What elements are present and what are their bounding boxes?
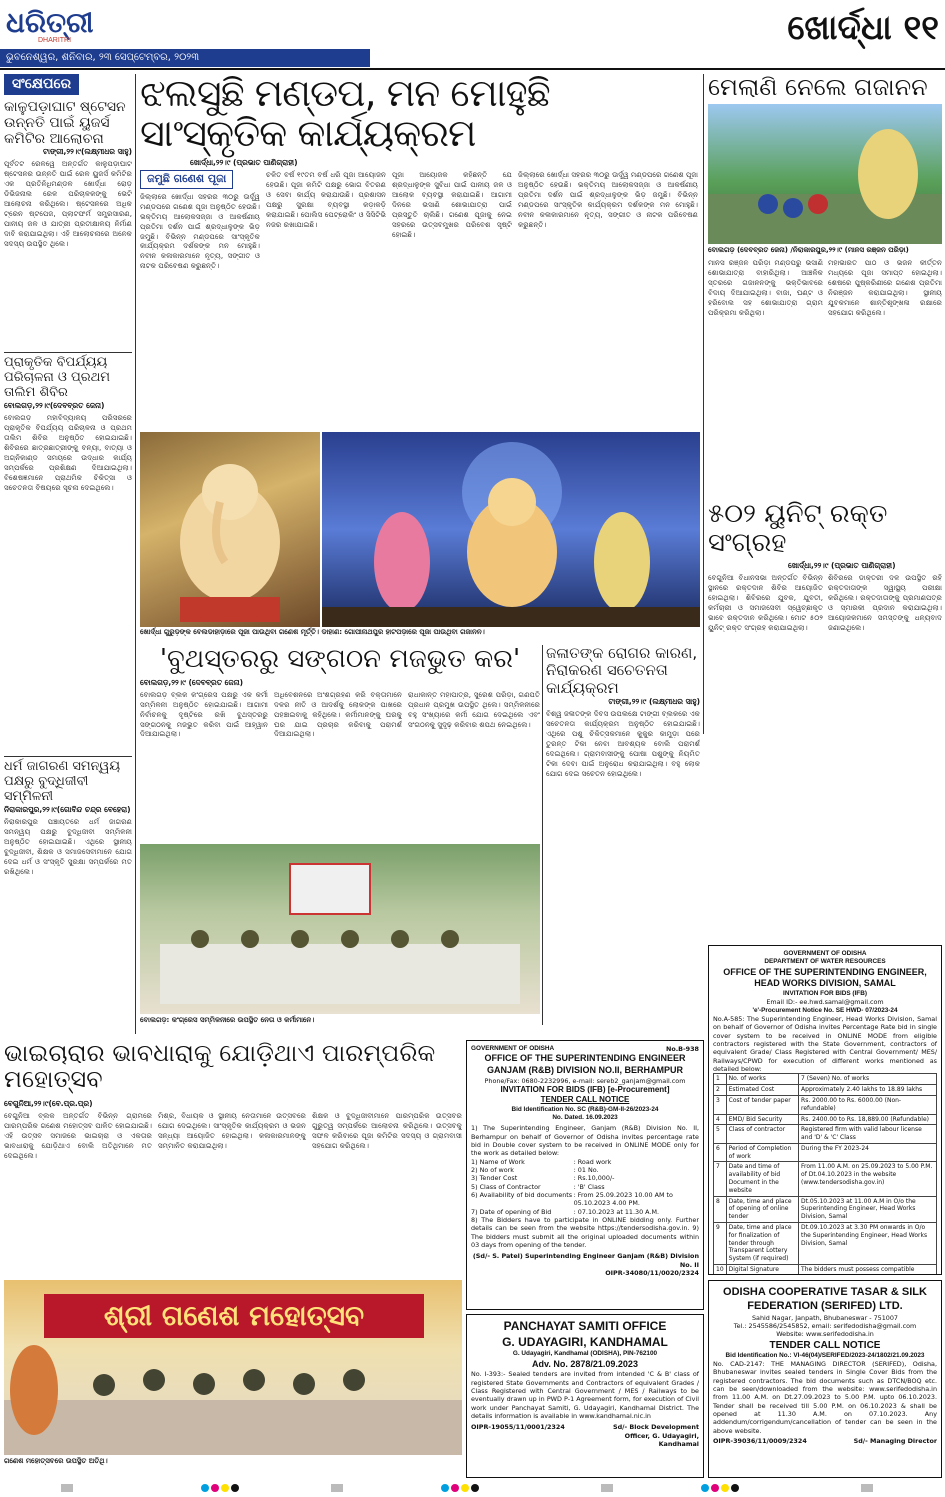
ganjam-tender: TENDER CALL NOTICE (540, 1095, 630, 1105)
blood-dateline: ଖୋର୍ଦ୍ଧା,୨୨।୯ (ପ୍ରଭାତ ପାଣିଗ୍ରାହୀ) (788, 561, 896, 571)
samal-table-cell: Approximately 2.40 lakhs to 18.89 lakhs (799, 1085, 937, 1096)
divider (4, 352, 132, 353)
samal-table-cell: 3 (714, 1095, 727, 1114)
rabies-headline: ଜଳାତଙ୍କ ରୋଗର କାରଣ, ନିରାକରଣ ସଚେତନତା କାର୍ଯ୍ୟକ୍ରମ (546, 644, 698, 697)
festival-body-3: ଶିକ୍ଷକ ଓ ବୁଦ୍ଧିଜୀବୀମାନେ ପାରମ୍ପରିକ ଉତ୍ସବର ଗୁରୁତ୍ୱ ସମ୍ପର୍କରେ ଆଲୋଚନା କରିଥିଲେ। ଉତ୍ସବକୁ ସଫଳ କରିବାରେ ପୂଜା କମିଟିର ସଦସ୍ୟ ଓ ଗ୍ରାମବାସୀ ସହଯୋଗ କରିଥିଲେ। (312, 1110, 462, 1150)
panchayat-address: G. Udayagiri, Kandhamal (ODISHA), PIN-762100 (512, 1350, 658, 1358)
divider (4, 756, 132, 757)
samal-table-row (714, 1162, 937, 1196)
samal-invite: INVITATION FOR BIDS (IFB) (783, 990, 867, 998)
samal-table-cell: 5 (714, 1125, 727, 1144)
samal-intro: No.A-585: The Superintending Engineer, Head Works Division, Samal on behalf of Governor of Odisha invites Percentage Rate bid in single cover system to be received in ONLINE MODE from eligible contractors registered with the State Government, contractors of equivalent Grade/ Class Registered with Central Government/ MES/ Railways/CPWD for execution of different works mentioned as detailed below: (713, 1015, 937, 1073)
ganjam-detail-row (471, 1183, 699, 1191)
melani-story (708, 74, 942, 434)
melani-photo (708, 104, 942, 244)
print-registration-marks (0, 1480, 945, 1497)
festival-dateline: ବେଗୁନିଆ,୨୨।୯(ବେ.ପ୍ର.ପ୍ର) (4, 1098, 93, 1108)
blood-story (708, 500, 942, 940)
ganjam-detail-label: 1) Name of Work (471, 1157, 525, 1166)
ganjam-invite: INVITATION FOR BIDS (IFB) [e-Procurement] (500, 1085, 670, 1095)
ganjam-detail-label: 7) Date of opening of Bid (471, 1207, 552, 1216)
samal-table-row (714, 1196, 937, 1222)
melani-caption: ବୋଲଗଡ଼ (ଦେବବ୍ରତ ଜେନା) /ନିରାକାରପୁର,୨୨।୯ (ମାନସ ରଞ୍ଜନ ପରିଡ଼ା) (708, 246, 909, 255)
serifed-tender-ad (708, 1280, 942, 1478)
black-dot (731, 1484, 739, 1492)
panchayat-oipr: OIPR-19055/11/0001/2324 (471, 1423, 565, 1432)
lead-photo-caption: ଖୋର୍ଦ୍ଧା ଗୁରୁଡ଼ଙ୍କ ବେଲଡାହାଡ଼ାରେ ପୂଜା ପାଉଥିବା ଗଣେଶ ମୂର୍ତ୍ତି। ଡାହାଣ: ଗୋପୀନାଥପୁର ହାଟପଡ଼ାରେ ପୂଜା ପାଉଥିବା ଗଜାନନ। (140, 628, 700, 640)
ganjam-dated: No. Dated. 16.09.2023 (552, 1114, 618, 1122)
samal-table-cell: 10 (714, 1265, 727, 1275)
samal-email: Email ID:- ee.hwd.samal@gmail.com (766, 998, 884, 1007)
ganjam-details (471, 1158, 699, 1216)
black-dot (471, 1484, 479, 1492)
samal-table-cell: 8 (714, 1196, 727, 1222)
samal-table-row (714, 1085, 937, 1096)
panchayat-signature: Sd/- Block Development Officer, G. Udayagiri, Kandhamal (613, 1423, 699, 1448)
column-rule (703, 74, 704, 734)
black-dot (231, 1484, 239, 1492)
column-rule (135, 74, 136, 1034)
brief3-body: ନିରାକାରପୁର ପଞ୍ଚାୟତରେ ଧର୍ମ ଜାଗରଣ ସମନ୍ୱୟ ପକ୍ଷରୁ ବୁଦ୍ଧିଜୀବୀ ସମ୍ମିଳନୀ ଅନୁଷ୍ଠିତ ହୋଇଯାଇଛି। ଏଥିରେ ସ୍ଥାନୀୟ ବୁଦ୍ଧିଜୀବୀ, ଶିକ୍ଷକ ଓ ସମାଜସେବୀମାନେ ଯୋଗ ଦେଇ ଧର୍ମ ଓ ସଂସ୍କୃତି ସୁରକ୍ଷା ସମ୍ପର୍କରେ ମତ ରଖିଥିଲେ। (4, 817, 132, 876)
samal-table-cell: Registered firm with valid labour license and 'D' & 'C' Class (799, 1125, 937, 1144)
lead-headline: ଝଲସୁଛି ମଣ୍ଡପ, ମନ ମୋହୁଛି ସାଂସ୍କୃତିକ କାର୍ଯ୍ୟକ୍ରମ (140, 71, 550, 155)
samal-table-cell: No. of works (726, 1074, 798, 1085)
lead-subhead: ଜମୁଛି ଗଣେଶ ପୂଜା (140, 170, 233, 189)
samal-table-row (714, 1095, 937, 1114)
panchayat-body: No. I-393:- Sealed tenders are invited from intended 'C & B' class of registered State Governments and Contractors of equivalent Grades / Class Registered with Central Government / MES / Railways to be eventually drawn up in PWD P-1 Agreement form, for execution of Civil work under Panchayat Samiti, G. Udayagiri, Kandhamal District. The details information is available in www.kandhamal.nic.in (471, 1370, 699, 1420)
samal-notice: 'e'-Procurement Notice No. SE HWD- 07/2023-24 (752, 1006, 898, 1014)
page-label: ଖୋର୍ଦ୍ଧା ୧୧ (787, 8, 939, 48)
brief2-body: ବୋଲଗଡ଼ ମହାବିଦ୍ୟାଳୟ ପରିସରରେ ପ୍ରାକୃତିକ ବିପର୍ଯ୍ୟୟ ପରିଚାଳନା ଓ ପ୍ରଥମ ତାଲିମ ଶିବିର ଅନୁଷ୍ଠିତ ହୋଇଯାଇଛି। ଶିବିରରେ ଛାତ୍ରଛାତ୍ରୀଙ୍କୁ ବନ୍ୟା, ବାତ୍ୟା ଓ ଅଗ୍ନିକାଣ୍ଡ ସମୟରେ ଉଦ୍ଧାର କାର୍ଯ୍ୟ ସମ୍ପର୍କରେ ପ୍ରଶିକ୍ଷଣ ଦିଆଯାଇଥିଲା। ବିଶେଷଜ୍ଞମାନେ ପ୍ରାଥମିକ ଚିକିତ୍ସା ଓ ସଚେତନତା ବିଷୟରେ ସୂଚନା ଦେଇଥିଲେ। (4, 413, 132, 492)
samal-table-cell: Period of Completion of work (726, 1143, 798, 1162)
ganjam-detail-row (471, 1158, 699, 1166)
congress-dateline: ବୋଲଗଡ଼,୨୨।୯ (ଦେବବ୍ରତ ଜେନା) (140, 677, 244, 687)
congress-caption: ବୋଲଗଡ଼: କଂଗ୍ରେସ ସମ୍ମିଳନୀରେ ଉପସ୍ଥିତ ନେତା ଓ କର୍ମୀମାନେ। (140, 1016, 540, 1025)
yellow-dot (221, 1484, 229, 1492)
samal-table-cell: The bidders must possess compatible (799, 1265, 937, 1275)
ganjam-phone: Phone/Fax: 0680-2232996, e-mail: sereb2_ganjam@gmail.com (484, 1076, 686, 1085)
cyan-dot (201, 1484, 209, 1492)
ganjam-detail-label: 5) Class of Contractor (471, 1182, 541, 1191)
congress-body-3: ରାଧାକାନ୍ତ ମହାପାତ୍ର, ସୁରେଶ ପରିଡ଼ା, ଗଣପତି ପ୍ରଧାନ ପ୍ରମୁଖ ଉପସ୍ଥିତ ଥିଲେ। ସମ୍ମିଳନୀରେ ବହୁ ସଂଖ୍ୟାରେ କର୍ମୀ ଯୋଗ ଦେଇଥିଲେ ଏବଂ ସଂଗଠନକୁ ସୁଦୃଢ଼ କରିବାର ଶପଥ ନେଇଥିଲେ। (408, 689, 540, 729)
serifed-bid: Bid Identification No.: VI-46(04)/SERIFED/2023-24/1802/21.09.2023 (725, 1351, 925, 1359)
samal-table-cell: 7 (Seven) No. of works (799, 1074, 937, 1085)
ganesha-photo-left (140, 432, 320, 627)
samal-table-cell: 1 (714, 1074, 727, 1085)
samal-table-cell: 4 (714, 1114, 727, 1125)
serifed-tender: TENDER CALL NOTICE (769, 1339, 881, 1351)
ganjam-bid-id: Bid Identification No. SC (R&B)-GM-II-26/2023-24 (511, 1105, 659, 1113)
ganjam-tender-ad (466, 1040, 704, 1310)
festival-body-2: ମିଶ୍ର, ବିଧାୟକ ଓ ସ୍ଥାନୀୟ ନେତାମାନେ ଉତ୍ସବରେ ଯୋଗ ଦେଇଥିଲେ। ସାଂସ୍କୃତିକ କାର୍ଯ୍ୟକ୍ରମ ଓ ଭଜନ ସନ୍ଧ୍ୟା ଆୟୋଜିତ ହୋଇଥିଲା। କଳାକାରମାନଙ୍କୁ ସମ୍ମାନିତ କରାଯାଇଥିଲା। (158, 1110, 306, 1150)
samal-table-cell: Rs. 2400.00 to Rs. 18,889.00 (Refundable) (799, 1114, 937, 1125)
brief3-headline: ଧର୍ମ ଜାଗରଣ ସମନ୍ୱୟ ପକ୍ଷରୁ ବୁଦ୍ଧିଜୀବୀ ସମ୍ମିଳନୀ (4, 759, 121, 805)
panchayat-adv: Adv. No. 2878/21.09.2023 (532, 1358, 638, 1369)
samal-table-row (714, 1265, 937, 1275)
blood-headline: ୫୦୨ ୟୁନିଟ୍ ରକ୍ତ ସଂଗ୍ରହ (708, 499, 888, 558)
congress-body-2: ଅଧିବେଶନରେ ଅଂଶଗ୍ରହଣ କରି ବକ୍ତାମାନେ ଦଳର ନୀତି ଓ ଆଦର୍ଶକୁ ଲୋକଙ୍କ ପାଖରେ ପହଞ୍ଚାଇବାକୁ କହିଥିଲେ। କର୍ମୀମାନଙ୍କୁ ଘରକୁ ଘର ଯାଇ ପ୍ରଚାର କରିବାକୁ ପରାମର୍ଶ ଦିଆଯାଇଥିଲା। (274, 689, 402, 739)
ganjam-detail-row (471, 1174, 699, 1182)
samal-table-cell: Rs. 2000.00 to Rs. 6000.00 (Non-refundable) (799, 1095, 937, 1114)
samal-table-cell: Class of contractor (726, 1125, 798, 1144)
festival-photo (4, 1280, 462, 1455)
congress-headline: 'ବୁଥସ୍ତରରୁ ସଙ୍ଗଠନ ମଜଭୁତ କର' (159, 644, 521, 674)
ganjam-detail-label: 6) Availability of bid documents (471, 1191, 573, 1200)
samal-table-cell: Cost of tender paper (726, 1095, 798, 1114)
ganjam-gov: GOVERNMENT OF ODISHA (471, 1045, 555, 1052)
serifed-web: Website: www.serifedodisha.in (776, 1330, 874, 1339)
samal-table-cell: Digital Signature (726, 1265, 798, 1275)
gray-bar (61, 1484, 73, 1492)
serifed-office: ODISHA COOPERATIVE TASAR & SILK FEDERATION (SERIFED) LTD. (723, 1286, 927, 1313)
lead-body-3: ପୂଜା ଆୟୋଜକ କହିଛନ୍ତି ଯେ ଶ୍ରଦ୍ଧାଳୁଙ୍କ ସୁବିଧା ପାଇଁ ପାନୀୟ ଜଳ ଓ ଆଲୋକ ବ୍ୟବସ୍ଥା କରାଯାଇଛି। ଆଗାମୀ ଦିନରେ ଭସାଣି ଶୋଭାଯାତ୍ରା ପାଇଁ ପ୍ରସ୍ତୁତି ଚାଲିଛି। ଗଣେଶ ପୂଜାକୁ ନେଇ ସହରରେ ଉତ୍ସବମୁଖର ପରିବେଶ ସୃଷ୍ଟି ହୋଇଛି। (392, 169, 512, 239)
samal-table (713, 1073, 937, 1275)
blood-body-1: ବେଗୁନିଆ ବିଧାନସଭା ଅନ୍ତର୍ଗତ ବିଭିନ୍ନ ସ୍ଥାନରେ ରକ୍ତଦାନ ଶିବିର ଆୟୋଜିତ ହୋଇଥିଲା। ଶିବିରରେ ଯୁବକ, ଯୁବତୀ, କର୍ମଚାରୀ ଓ ସମାଜସେବୀ ସ୍ୱେଚ୍ଛାକୃତ ଭାବେ ରକ୍ତଦାନ କରିଥିଲେ। ମୋଟ ୫୦୨ ୟୁନିଟ୍ ରକ୍ତ ସଂଗ୍ରହ କରାଯାଇଥିଲା। (708, 573, 823, 632)
cyan-dot (701, 1484, 709, 1492)
lead-dateline: ଖୋର୍ଦ୍ଧା,୨୨।୯ (ପ୍ରଭାତ ପାଣିଗ୍ରାହୀ) (190, 157, 298, 167)
rabies-body: ବିଶ୍ୱ ଜଳାତଙ୍କ ଦିବସ ଉପଲକ୍ଷେ ଟାଙ୍ଗୀ ବ୍ଲକରେ ଏକ ସଚେତନତା କାର୍ଯ୍ୟକ୍ରମ ଅନୁଷ୍ଠିତ ହୋଇଯାଇଛି। ଏଥିରେ ପଶୁ ଚିକିତ୍ସକମାନେ କୁକୁର କାମୁଡ଼ା ପରେ ତୁରନ୍ତ ଟିକା ନେବା ଆବଶ୍ୟକ ବୋଲି ପରାମର୍ଶ ଦେଇଥିଲେ। ଗ୍ରାମବାସୀଙ୍କୁ ପୋଷା ପଶୁଙ୍କୁ ନିୟମିତ ଟିକା ଦେବା ପାଇଁ ଅନୁରୋଧ କରାଯାଇଥିଲା। ବହୁ ଲୋକ ଯୋଗ ଦେଇ ସଚେତନ ହୋଇଥିଲେ। (546, 708, 700, 778)
congress-story (140, 645, 540, 1025)
dateline: ଭୁବନେଶ୍ୱର, ଶନିବାର, ୨୩ ସେପ୍ଟେମ୍ବର, ୨୦୨୩ (0, 49, 370, 67)
logo-sub: DHARITRI (38, 37, 72, 44)
ganesha-photo-right (322, 432, 700, 627)
serifed-address: Sahid Nagar, Janpath, Bhubaneswar - 751007 (752, 1313, 898, 1322)
ganjam-detail-value: : Rs.10,000/- (573, 1174, 615, 1183)
serifed-oipr: OIPR-39036/11/0009/2324 (713, 1436, 807, 1445)
panchayat-tender-ad (466, 1314, 704, 1478)
lead-body-2: ଚଳିତ ବର୍ଷ ୧୯ତମ ବର୍ଷ ଧରି ପୂଜା ଆୟୋଜନ ହେଉଛି। ପୂଜା କମିଟି ପକ୍ଷରୁ ଭୋଗ ବିତରଣ ଓ ସେବା କାର୍ଯ୍ୟ କରାଯାଉଛି। ପ୍ରଶାସନ ପକ୍ଷରୁ ସୁରକ୍ଷା ବ୍ୟବସ୍ଥା କଡ଼ାକଡ଼ି କରାଯାଇଛି। ପୋଲିସ ପେଟ୍ରୋଲିଂ ଓ ସିସିଟିଭି ନଜର ରଖାଯାଇଛି। (266, 169, 386, 229)
festival-caption: ଗଣେଶ ମହୋତ୍ସବରେ ଉପସ୍ଥିତ ଅତିଥି। (4, 1457, 462, 1466)
serifed-tel: Tel.: 2545586/2545852, email: serifedodisha@gmail.com (733, 1321, 917, 1330)
panchayat-place: G. UDAYAGIRI, KANDHAMAL (502, 1334, 668, 1349)
ganjam-signature: (Sd/- S. Patel) Superintending Engineer Ganjam (R&B) Division No. II (472, 1252, 699, 1269)
brief1-headline: କାଳୁପଡ଼ାଘାଟ ଷ୍ଟେସନ ଉନ୍ନତି ପାଇଁ ୟୁଜର୍ସ କମିଟିର ଆଲୋଚନା (4, 98, 126, 148)
serifed-body: No. CAD-2147: THE MANAGING DIRECTOR (SERIFED), Odisha, Bhubaneswar invites sealed tenders in Single Cover Bids from the registered contractors. The bid documents such as DTCN/BOQ etc. can be seen/downloaded from the website: www.serifedodisha.in from 11.00 A.M. on Dt.27.09.2023 to 5.00 P.M. upto 06.10.2023. Tender shall be received till 5.00 P.M. on 06.10.2023 & shall be opened at 11.30 A.M. on 07.10.2023. Any addendum/corrigendum/cancellation of tender can be seen in the above website. (713, 1359, 937, 1435)
serifed-signature: Sd/- Managing Director (853, 1436, 937, 1445)
ganjam-detail-value: : Road work (573, 1157, 612, 1166)
ganjam-no: No.B-938 (665, 1045, 699, 1053)
panchayat-office: PANCHAYAT SAMITI OFFICE (503, 1319, 667, 1333)
samal-gov: GOVERNMENT OF ODISHA (783, 950, 867, 957)
ganjam-office: OFFICE OF THE SUPERINTENDING ENGINEER GANJAM (R&B) DIVISION NO.II, BERHAMPUR (484, 1053, 686, 1076)
festival-headline: ଭାଇଚାରାର ଭାବଧାରାକୁ ଯୋଡ଼ିଥାଏ ପାରମ୍ପରିକ ମହୋତ୍ସବ (4, 1039, 436, 1094)
magenta-dot (451, 1484, 459, 1492)
ganjam-note: 8) The Bidders have to participate in ONLINE bidding only. Further details can be seen from the website https://tendersodisha.gov.in. 9) The bidders must submit all the original uploaded documents within 03 days from opening of the tender. (471, 1216, 699, 1250)
column-rule (542, 645, 543, 1025)
logo-text: ଧରିତ୍ରୀ (6, 6, 94, 39)
melani-body-2: ମହାଭାରତ ପାଠ ଓ ଭଜନ କୀର୍ତ୍ତନ ମଧ୍ୟରେ ପୂଜା ସମାପ୍ତ ହୋଇଥିଲା। ଶେଷରେ ପୁଷ୍କରିଣୀରେ ଗଣେଶ ପ୍ରତିମା ନିରଞ୍ଜନ କରାଯାଇଥିଲା। ସ୍ଥାନୀୟ ଯୁବକମାନେ ଶାନ୍ତିଶୃଙ୍ଖଳା ରକ୍ଷାରେ ସହଯୋଗ କରିଥିଲେ। (828, 257, 942, 317)
ganjam-oipr: OIPR-34080/11/0020/2324 (605, 1269, 699, 1278)
briefs-tag: ସଂକ୍ଷେପରେ (4, 74, 79, 95)
lead-body-4: ଜିଲ୍ଲାରେ ଖୋର୍ଦ୍ଧା ସହରର ୩୦ରୁ ଊର୍ଦ୍ଧ୍ୱ ମଣ୍ଡପରେ ଗଣେଶ ପୂଜା ଅନୁଷ୍ଠିତ ହେଉଛି। ଭକ୍ତିମୟ ଆଲୋକସଜ୍ଜା ଓ ଆକର୍ଷଣୀୟ ପ୍ରତିମା ଦର୍ଶନ ପାଇଁ ଶ୍ରଦ୍ଧାଳୁଙ୍କ ଭିଡ଼ ଜମୁଛି। ବିଭିନ୍ନ ମଣ୍ଡପରେ ସାଂସ୍କୃତିକ କାର୍ଯ୍ୟକ୍ରମ ଦର୍ଶକଙ୍କ ମନ ମୋହୁଛି। ନବୀନ କଳାକାରମାନେ ନୃତ୍ୟ, ସଙ୍ଗୀତ ଓ ନାଟକ ପରିବେଷଣ କରୁଛନ୍ତି। (518, 169, 698, 229)
samal-table-cell: 7 (714, 1162, 727, 1196)
congress-photo (140, 844, 540, 1014)
briefs-column (4, 74, 132, 1034)
ganjam-detail-value: : 'B' Class (573, 1182, 605, 1191)
congress-body-1: ବୋଲଗଡ଼ ବ୍ଲକ କଂଗ୍ରେସ ପକ୍ଷରୁ ଏକ କର୍ମୀ ସମ୍ମିଳନୀ ଅନୁଷ୍ଠିତ ହୋଇଯାଇଛି। ଆଗାମୀ ନିର୍ବାଚନକୁ ଦୃଷ୍ଟିରେ ରଖି ବୁଥସ୍ତରରୁ ସଙ୍ଗଠନକୁ ମଜଭୁତ କରିବା ପାଇଁ ଆହ୍ୱାନ ଦିଆଯାଇଥିଲା। (140, 689, 268, 739)
brief2-headline: ପ୍ରାକୃତିକ ବିପର୍ଯ୍ୟୟ ପରିଚାଳନା ଓ ପ୍ରଥମ ତାଲିମ ଶିବିର (4, 355, 111, 401)
samal-table-cell: 6 (714, 1143, 727, 1162)
samal-table-row (714, 1143, 937, 1162)
melani-body-1: ମାନସ ରଞ୍ଜନ ପରିଡ଼ା ମଣ୍ଡପରୁ ଭସାଣି ଶୋଭାଯାତ୍ରା ବାହାରିଥିଲା। ଆଞ୍ଚଳିକ ସ୍ତରରେ ଗଜାନନଙ୍କୁ ଭକ୍ତିଭାବରେ ବିଦାୟ ଦିଆଯାଇଥିଲା। ବାଜା, ଘଣ୍ଟ ଓ ହରିବୋଲ ସହ ଶୋଭାଯାତ୍ରା ଗ୍ରାମ ପରିକ୍ରମା କରିଥିଲା। (708, 257, 823, 317)
yellow-dot (721, 1484, 729, 1492)
samal-table-row (714, 1114, 937, 1125)
samal-table-row (714, 1074, 937, 1085)
festival-body-1: ବେଗୁନିଆ ବ୍ଲକ ଅନ୍ତର୍ଗତ ବିଭିନ୍ନ ଗ୍ରାମରେ ପାରମ୍ପରିକ ଗଣେଶ ମହୋତ୍ସବ ପାଳିତ ହୋଇଯାଇଛି। ଏହି ଉତ୍ସବ ସମାଜରେ ଭାଇଚାରା ଓ ଏକତାର ଭାବଧାରାକୁ ଯୋଡ଼ିଥାଏ ବୋଲି ଅତିଥିମାନେ ମତ ଦେଇଥିଲେ। (4, 1110, 152, 1160)
yellow-dot (461, 1484, 469, 1492)
lead-body-1: ଜିଲ୍ଲାରେ ଖୋର୍ଦ୍ଧା ସହରର ୩୦ରୁ ଊର୍ଦ୍ଧ୍ୱ ମଣ୍ଡପରେ ଗଣେଶ ପୂଜା ଅନୁଷ୍ଠିତ ହେଉଛି। ଭକ୍ତିମୟ ଆଲୋକସଜ୍ଜା ଓ ଆକର୍ଷଣୀୟ ପ୍ରତିମା ଦର୍ଶନ ପାଇଁ ଶ୍ରଦ୍ଧାଳୁଙ୍କ ଭିଡ଼ ଜମୁଛି। ବିଭିନ୍ନ ମଣ୍ଡପରେ ସାଂସ୍କୃତିକ କାର୍ଯ୍ୟକ୍ରମ ଦର୍ଶକଙ୍କ ମନ ମୋହୁଛି। ନବୀନ କଳାକାରମାନେ ନୃତ୍ୟ, ସଙ୍ଗୀତ ଓ ନାଟକ ପରିବେଷଣ କରୁଛନ୍ତି। (140, 191, 260, 271)
rabies-dateline: ଟାଙ୍ଗୀ,୨୨।୯ (ଲକ୍ଷ୍ମୀଧର ସାହୁ) (608, 696, 700, 706)
magenta-dot (211, 1484, 219, 1492)
samal-table-cell: Date, time and place of opening of online tender (726, 1196, 798, 1222)
rabies-story (546, 645, 700, 1025)
gray-bar (331, 1484, 343, 1492)
ganjam-detail-row (471, 1191, 699, 1208)
samal-tender-ad (708, 945, 942, 1275)
samal-dept: DEPARTMENT OF WATER RESOURCES (764, 958, 886, 966)
gray-bar (861, 1484, 873, 1492)
blood-body-2: ଶିବିରରେ ଡାକ୍ତରୀ ଦଳ ଉପସ୍ଥିତ ରହି ରକ୍ତଦାତାଙ୍କ ସ୍ୱାସ୍ଥ୍ୟ ପରୀକ୍ଷା କରିଥିଲେ। ରକ୍ତଦାତାଙ୍କୁ ପ୍ରମାଣପତ୍ର ଓ ସ୍ମାରକୀ ପ୍ରଦାନ କରାଯାଇଥିଲା। ଆୟୋଜକମାନେ ସମସ୍ତଙ୍କୁ ଧନ୍ୟବାଦ ଜଣାଇଥିଲେ। (828, 573, 942, 632)
samal-table-cell: Dt.09.10.2023 at 3.30 PM onwards in O/o the Superintending Engineer, Head Works Division, Samal (799, 1223, 937, 1265)
samal-table-cell: During the FY 2023-24 (799, 1143, 937, 1162)
samal-table-cell: Date and time of availability of bid Document in the website (726, 1162, 798, 1196)
brief1-body: ପୂର୍ବତଟ ରେଳୱେ ଅନ୍ତର୍ଗତ କାଳୁପଡ଼ାଘାଟ ଷ୍ଟେସନର ଉନ୍ନତି ପାଇଁ ରେଳ ୟୁଜର୍ସ କମିଟିର ଏକ ପ୍ରତିନିଧିମଣ୍ଡଳ ଖୋର୍ଦ୍ଧା ରୋଡ଼ ଡିଭିଜନାଲ ରେଳ ପରିଚାଳକଙ୍କୁ ଭେଟି ଆଲୋଚନା କରିଥିଲେ। ଷ୍ଟେସନରେ ଅଧିକ ଟ୍ରେନ ଷ୍ଟପେଜ, ପ୍ଲାଟଫର୍ମ ସମ୍ପ୍ରସାରଣ, ପାନୀୟ ଜଳ ଓ ଯାତ୍ରୀ ପ୍ରତୀକ୍ଷାଳୟ ନିର୍ମାଣ ଦାବି କରାଯାଇଥିଲା। ଏହି ଆଲୋଚନାରେ ଅନେକ ସଦସ୍ୟ ଉପସ୍ଥିତ ଥିଲେ। (4, 159, 132, 248)
dharitri-logo (4, 4, 124, 44)
samal-table-cell: 9 (714, 1223, 727, 1265)
samal-table-row (714, 1125, 937, 1144)
ganjam-detail-row (471, 1166, 699, 1174)
masthead (0, 0, 945, 70)
ganjam-detail-value: : 01 No. (573, 1166, 599, 1175)
brief3-dateline: ନିରାକାରପୁର,୨୨।୯(ଗୋବିନ୍ଦ ଚନ୍ଦ୍ର ବେହେରା) (4, 805, 131, 815)
brief2-dateline: ବୋଲଗଡ଼,୨୨।୯(ଦେବବ୍ରତ ଜେନା) (4, 401, 105, 411)
gray-bar (601, 1484, 613, 1492)
ganjam-detail-row (471, 1208, 699, 1216)
samal-table-cell: 2 (714, 1085, 727, 1096)
cyan-dot (441, 1484, 449, 1492)
lead-story (140, 71, 700, 434)
samal-table-cell: From 11.00 A.M. on 25.09.2023 to 5.00 P.M. of Dt.04.10.2023 in the website (www.tendersodisha.gov.in) (799, 1162, 937, 1196)
ganjam-detail-value: : 07.10.2023 at 11.30 A.M. (573, 1207, 660, 1216)
ganjam-intro: 1) The Superintending Engineer, Ganjam (R&B) Division No. II, Berhampur on behalf of Governor of Odisha invites percentage rate bid in Double cover system to be received in ONLINE MODE only for the work as detailed below: (471, 1124, 699, 1158)
samal-table-cell: Dt.05.10.2023 at 11.00 A.M in O/o the Superintending Engineer, Head Works Division, Samal (799, 1196, 937, 1222)
magenta-dot (711, 1484, 719, 1492)
samal-table-row (714, 1223, 937, 1265)
masthead-rule (0, 68, 945, 70)
festival-banner: ଶ୍ରୀ ଗଣେଶ ମହୋତ୍ସବ (44, 1294, 424, 1338)
ganjam-detail-value: : From 25.09.2023 10.00 AM to 05.10.2023 4.00 PM. (573, 1191, 673, 1208)
festival-story (4, 1040, 462, 1480)
brief1-dateline: ଟାଙ୍ଗୀ,୨୨।୯(ଲକ୍ଷ୍ମୀଧର ସାହୁ) (43, 147, 132, 157)
melani-headline: ମେଲାଣି ନେଲେ ଗଜାନନ (708, 73, 928, 101)
ganjam-detail-label: 2) No of work (471, 1166, 514, 1175)
samal-table-cell: EMD/ Bid Security (726, 1114, 798, 1125)
ganjam-detail-label: 3) Tender Cost (471, 1174, 518, 1183)
samal-table-cell: Estimated Cost (726, 1085, 798, 1096)
samal-office: OFFICE OF THE SUPERINTENDING ENGINEER, HEAD WORKS DIVISION, SAMAL (723, 966, 927, 989)
samal-table-cell: Date, time and place for finalization of tender through Transparent Lottery System (if required) (726, 1223, 798, 1265)
